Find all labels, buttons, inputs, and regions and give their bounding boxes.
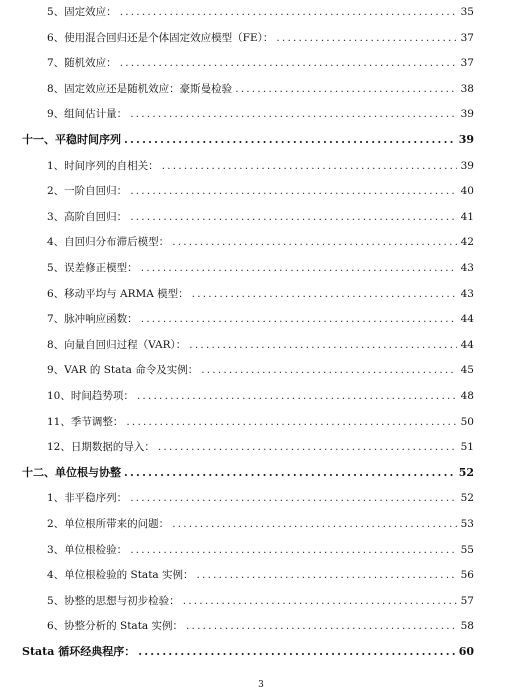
toc-entry-page: 41 <box>460 210 474 223</box>
toc-entry-page: 58 <box>460 620 474 633</box>
toc-entry-page: 40 <box>460 185 474 198</box>
toc-dot-leader <box>126 414 457 430</box>
toc-dot-leader <box>172 234 457 250</box>
toc-entry[interactable] <box>47 106 474 122</box>
toc-entry-page: 52 <box>458 465 474 479</box>
toc-dot-leader <box>138 644 455 660</box>
toc-entry-page: 39 <box>460 108 474 121</box>
toc-dot-leader <box>120 55 457 71</box>
toc-dot-leader <box>235 81 457 97</box>
toc-entry-page: 56 <box>460 569 474 582</box>
toc-section-entry[interactable] <box>22 465 474 481</box>
toc-entry-title: 5、固定效应： <box>47 6 117 18</box>
toc-entry[interactable] <box>47 414 474 430</box>
toc-dot-leader <box>189 337 457 353</box>
toc-entry-title: 6、移动平均与 ARMA 模型： <box>47 287 189 300</box>
toc-dot-leader <box>197 567 457 583</box>
toc-entry[interactable] <box>47 260 474 276</box>
toc-entry[interactable] <box>47 542 474 558</box>
toc-entry-title: 十二、单位根与协整 <box>22 465 121 479</box>
toc-entry-title: 6、协整分析的 Stata 实例： <box>47 620 184 633</box>
toc-dot-leader <box>124 465 456 481</box>
toc-entry[interactable] <box>47 311 474 327</box>
toc-entry[interactable] <box>47 388 474 404</box>
toc-entry-page: 57 <box>460 594 474 607</box>
toc-entry-title: 1、时间序列的自相关： <box>47 159 159 172</box>
toc-entry-page: 37 <box>460 57 474 70</box>
toc-entry-page: 35 <box>460 6 474 18</box>
toc-dot-leader <box>162 158 457 174</box>
toc-entry-title: 4、单位根检验的 Stata 实例： <box>47 569 194 582</box>
toc-section-entry[interactable] <box>22 644 474 660</box>
toc-entry-title: 7、脉冲响应函数： <box>47 313 138 326</box>
toc-entry[interactable] <box>47 81 474 97</box>
toc-entry[interactable] <box>47 362 474 378</box>
toc-dot-leader <box>130 490 457 506</box>
toc-entry-title: 2、一阶自回归： <box>47 185 128 198</box>
toc-entry-page: 42 <box>460 236 474 249</box>
toc-entry-page: 60 <box>458 645 474 658</box>
toc-entry-title: 7、随机效应： <box>47 57 117 70</box>
toc-entry-title: 2、单位根所带来的问题： <box>47 518 170 530</box>
toc-entry[interactable] <box>47 209 474 225</box>
toc-entry[interactable] <box>47 234 474 250</box>
toc-entry[interactable] <box>47 490 474 506</box>
toc-entry-page: 43 <box>460 287 474 300</box>
toc-entry-page: 52 <box>460 492 474 505</box>
toc-dot-leader <box>172 516 457 532</box>
toc-entry-page: 45 <box>460 364 474 377</box>
toc-entry-title: 10、时间趋势项： <box>47 390 134 402</box>
toc-dot-leader <box>276 30 457 46</box>
toc-entry[interactable] <box>47 55 474 71</box>
toc-entry-title: 8、向量自回归过程（VAR）： <box>47 338 187 351</box>
toc-entry-page: 44 <box>460 313 474 326</box>
toc-dot-leader <box>201 362 457 378</box>
toc-entry-page: 44 <box>460 338 474 351</box>
toc-dot-leader <box>192 286 457 302</box>
toc-section-entry[interactable] <box>22 132 474 148</box>
toc-dot-leader <box>130 542 457 558</box>
toc-entry-title: 1、非平稳序列： <box>47 492 128 505</box>
toc-entry-title: 6、使用混合回归还是个体固定效应模型（FE）： <box>47 31 274 44</box>
toc-entry-page: 50 <box>460 415 474 428</box>
toc-dot-leader <box>137 388 457 404</box>
toc-entry-page: 48 <box>460 390 474 402</box>
toc-entry-title: 12、日期数据的导入： <box>47 441 155 454</box>
toc-entry[interactable] <box>47 439 474 455</box>
toc-dot-leader <box>124 132 456 148</box>
toc-entry-title: 5、协整的思想与初步检验： <box>47 594 180 607</box>
toc-entry-title: 4、自回归分布滞后模型： <box>47 236 170 249</box>
toc-dot-leader <box>130 106 457 122</box>
toc-dot-leader <box>120 4 457 20</box>
toc-entry-title: 9、VAR 的 Stata 命令及实例： <box>47 364 199 377</box>
toc-entry[interactable] <box>47 286 474 302</box>
toc-dot-leader <box>130 209 457 225</box>
toc-entry[interactable] <box>47 337 474 353</box>
toc-entry-page: 43 <box>460 262 474 274</box>
toc-dot-leader <box>141 311 457 327</box>
toc-entry-title: Stata 循环经典程序： <box>22 645 136 658</box>
toc-entry[interactable] <box>47 30 474 46</box>
toc-dot-leader <box>183 593 457 609</box>
toc-entry[interactable] <box>47 183 474 199</box>
toc-dot-leader <box>141 260 457 276</box>
toc-entry[interactable] <box>47 516 474 532</box>
toc-entry[interactable] <box>47 158 474 174</box>
toc-entry-page: 55 <box>460 543 474 556</box>
toc-entry-title: 8、固定效应还是随机效应：豪斯曼检验 <box>47 82 233 95</box>
toc-entry-page: 51 <box>460 441 474 454</box>
toc-entry-title: 9、组间估计量： <box>47 108 128 121</box>
toc-entry-title: 十一、平稳时间序列 <box>22 133 121 146</box>
toc-dot-leader <box>158 439 457 455</box>
toc-entry-title: 3、单位根检验： <box>47 543 128 556</box>
toc-entry[interactable] <box>47 593 474 609</box>
toc-entry[interactable] <box>47 567 474 583</box>
toc-entry-page: 38 <box>460 82 474 95</box>
toc-dot-leader <box>186 618 457 634</box>
toc-entry-page: 53 <box>460 518 474 530</box>
toc-entry-page: 39 <box>460 159 474 172</box>
toc-entry-page: 39 <box>458 133 474 146</box>
toc-entry[interactable] <box>47 618 474 634</box>
toc-entry-title: 3、高阶自回归： <box>47 210 128 223</box>
page-number: 3 <box>258 680 264 690</box>
toc-entry-title: 11、季节调整： <box>47 415 124 428</box>
toc-entry-page: 37 <box>460 31 474 44</box>
toc-entry[interactable] <box>47 4 474 20</box>
toc-dot-leader <box>130 183 457 199</box>
toc-entry-title: 5、误差修正模型： <box>47 262 138 274</box>
